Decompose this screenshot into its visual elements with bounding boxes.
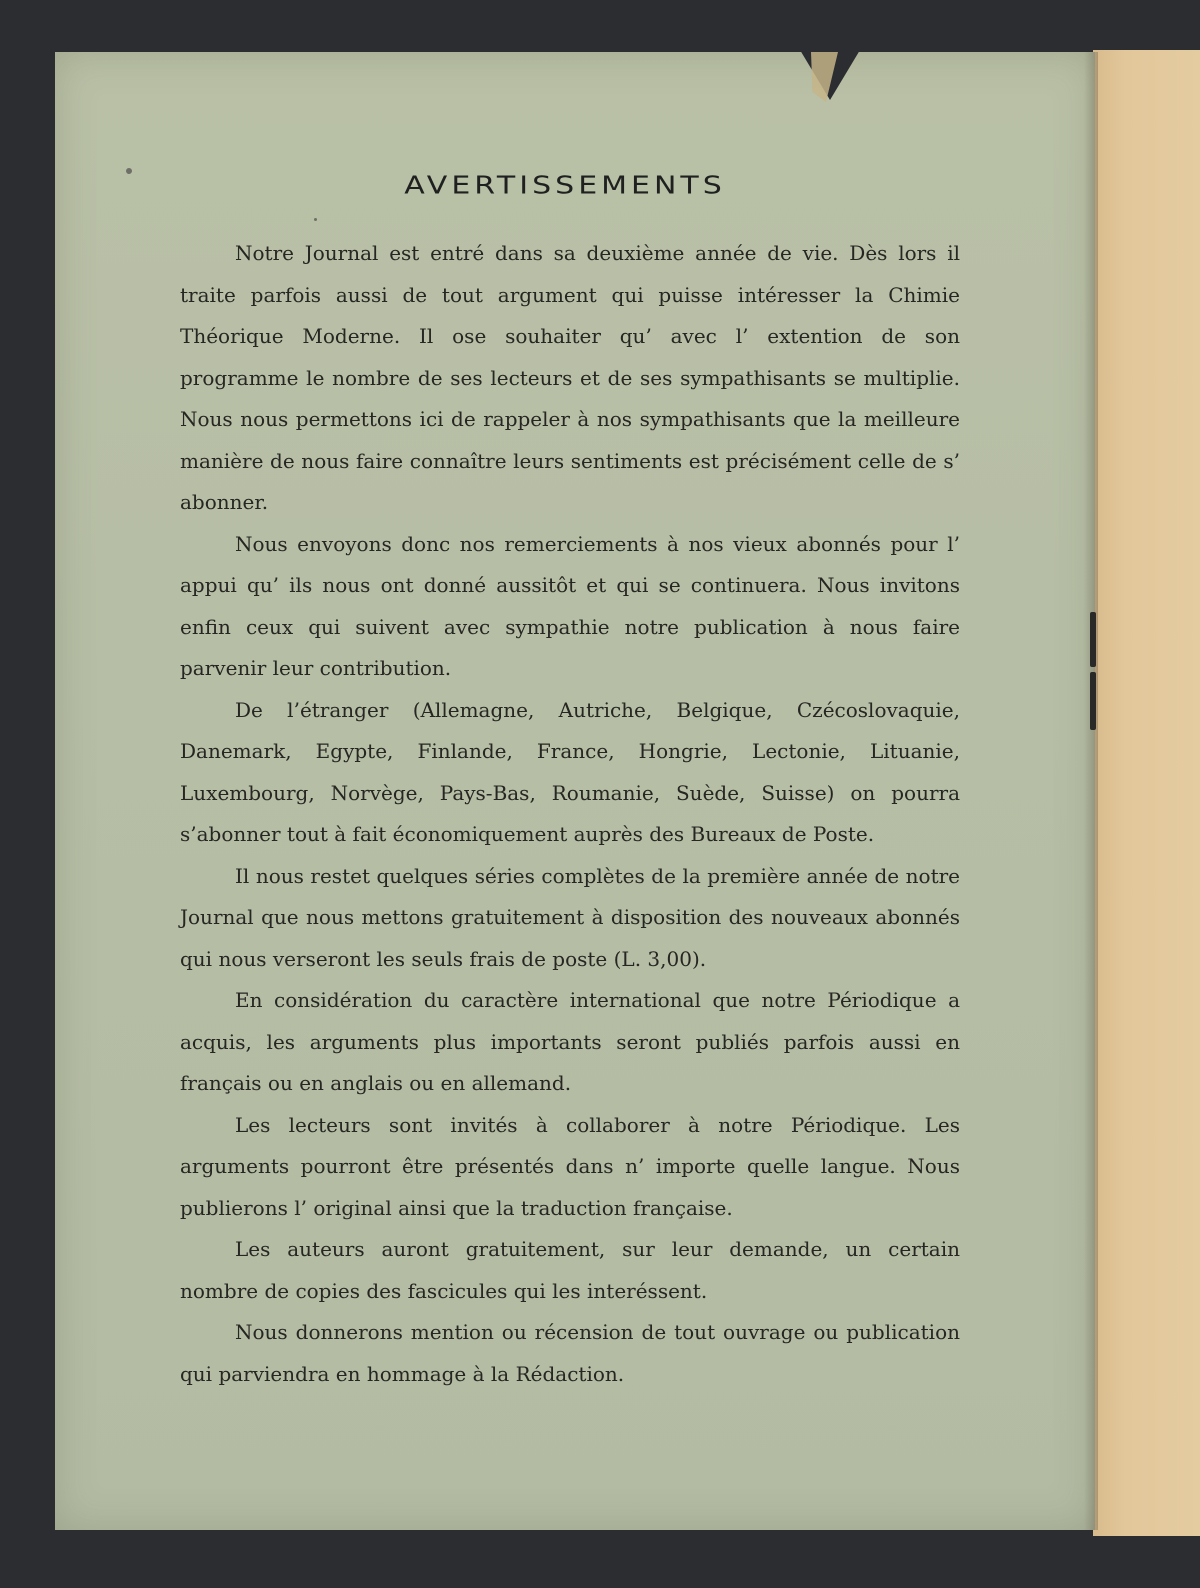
- paragraph: Nous envoyons donc nos remerciements à nos vieux abonnés pour l’ appui qu’ ils nous ont donné aussitôt et qui se continuera. Nous invitons enfin ceux qui suivent avec sympathie notre publication à nous faire parvenir leur contribution.: [180, 531, 960, 680]
- paragraph: En considération du caractère international que notre Périodique a acquis, les arguments plus importants seront publiés parfois aussi en français ou en anglais ou en allemand.: [180, 988, 960, 1095]
- paragraph: Notre Journal est entré dans sa deuxième année de vie. Dès lors il traite parfois aussi de tout argument qui puisse intéresser la Chimie Théorique Moderne. Il ose souhaiter qu’ avec l’ extention de son programme le nombre de ses lecteurs et de ses sympathisants se multiplie. Nous nous permettons ici de rappeler à nos sympathisants que la meilleure manière de nous faire connaître leurs sentiments est précisément celle de s’ abonner.: [180, 241, 960, 514]
- adjacent-page: [1093, 50, 1200, 1536]
- paper-speck: [314, 218, 317, 221]
- paragraph: Les auteurs auront gratuitement, sur leur demande, un certain nombre de copies des fascicules qui les interéssent.: [180, 1237, 960, 1303]
- gutter-shadow: [1084, 52, 1098, 1530]
- binding-mark: [1090, 672, 1096, 730]
- binding-mark: [1090, 612, 1096, 667]
- document-body: [180, 233, 960, 1395]
- page-title: AVERTISSEMENTS: [404, 171, 726, 200]
- paragraph: Il nous restet quelques séries complètes de la première année de notre Journal que nous mettons gratuitement à disposition des nouveaux abonnés qui nous verseront les seuls frais de poste (L. 3,00).: [180, 863, 960, 971]
- paragraph: Nous donnerons mention ou récension de tout ouvrage ou publication qui parviendra en hommage à la Rédaction.: [180, 1320, 960, 1386]
- paragraph: De l’étranger (Allemagne, Autriche, Belgique, Czécoslovaquie, Danemark, Egypte, Finlande, France, Hongrie, Lectonie, Lituanie, Luxembourg, Norvège, Pays-Bas, Roumanie, Suède, Suisse) on pourra s’abonner tout à fait économiquement auprès des Bureaux de Poste.: [180, 697, 960, 846]
- paragraph: Les lecteurs sont invités à collaborer à notre Périodique. Les arguments pourront être présentés dans n’ importe quelle langue. Nous publierons l’ original ainsi que la traduction française.: [180, 1112, 960, 1220]
